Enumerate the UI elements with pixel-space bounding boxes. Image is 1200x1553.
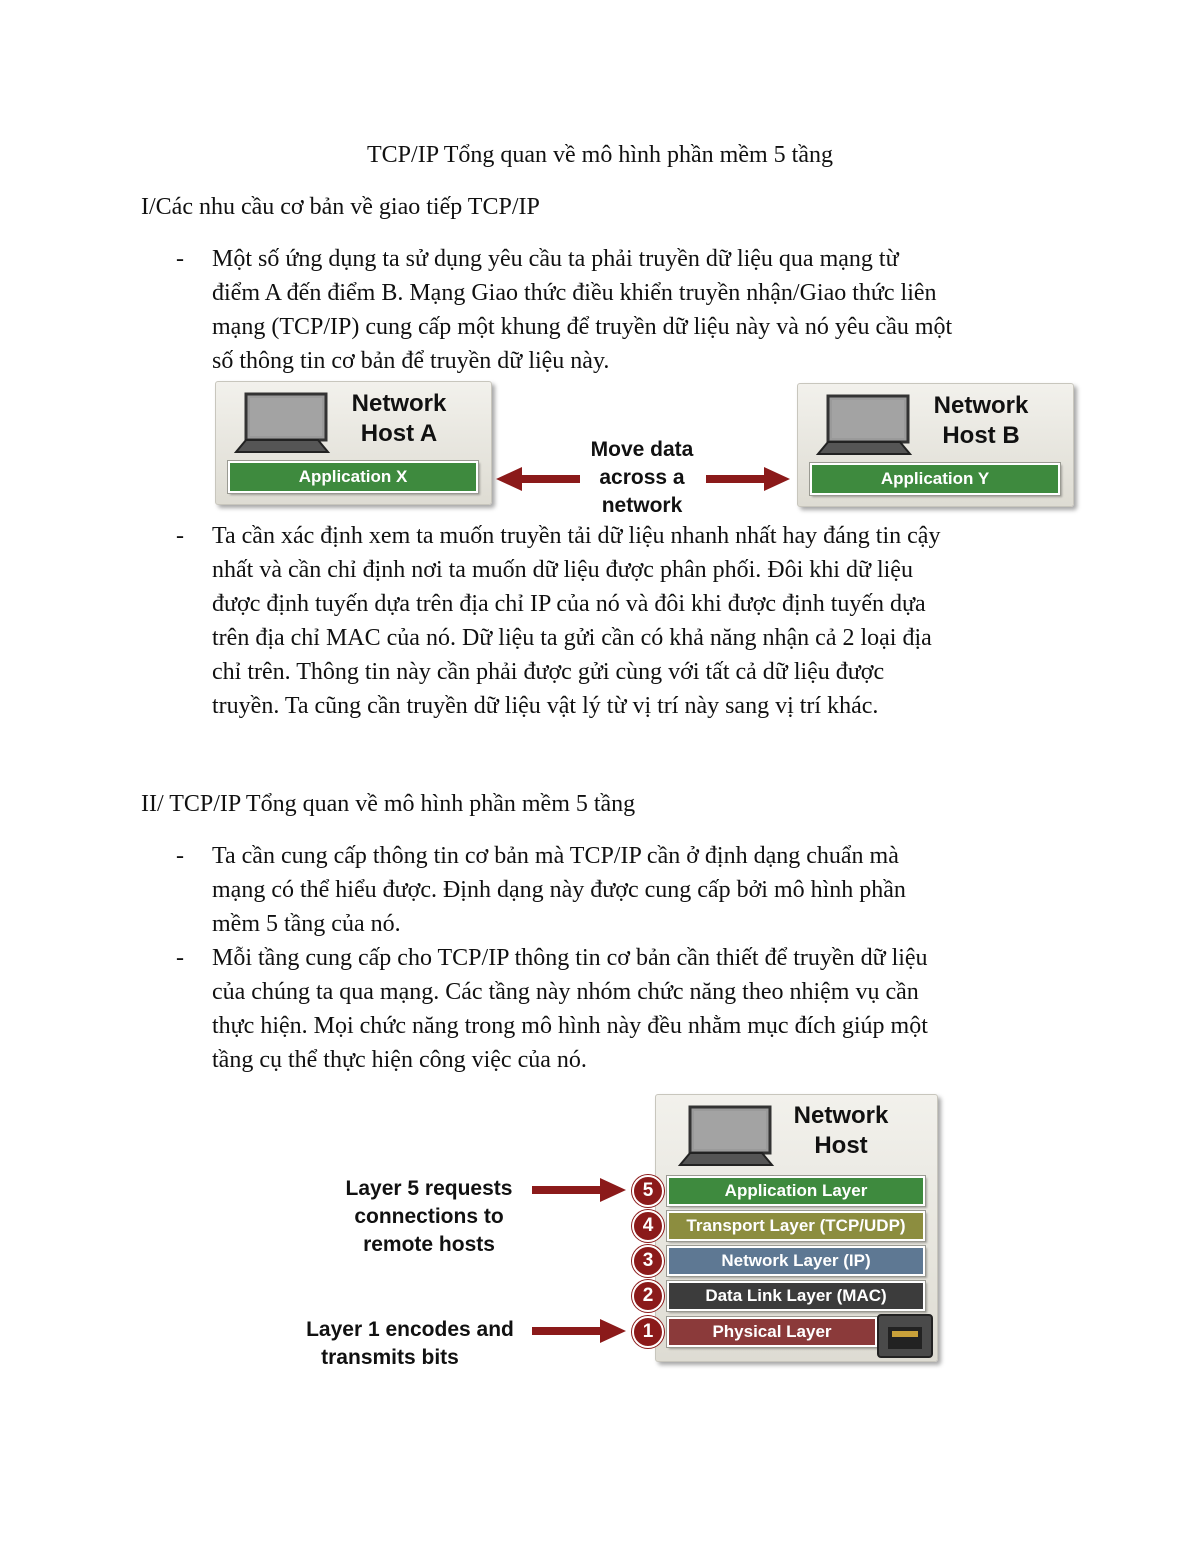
section1-heading: I/Các nhu cầu cơ bản về giao tiếp TCP/IP [141,194,540,220]
section2-heading: II/ TCP/IP Tổng quan về mô hình phần mềm 5 tầng [141,791,636,817]
layer1-callout: Layer 1 encodes and transmits bits [306,1318,514,1369]
text-line: Một số ứng dụng ta sử dụng yêu cầu ta phải truyền dữ liệu qua mạng từ [212,246,899,272]
move-data-label: Move data across a network [590,438,694,517]
bullet-marker: - [176,945,184,971]
physical-layer-bar: Physical Layer [667,1317,877,1347]
text-line: truyền. Ta cũng cần truyền dữ liệu vật lý từ vị trí này sang vị trí khác. [212,693,879,719]
text-line: mềm 5 tầng của nó. [212,911,401,937]
section1-bullet2 [176,519,1076,723]
text-line: của chúng ta qua mạng. Các tầng này nhóm chức năng theo nhiệm vụ cần [212,979,919,1005]
arrow-right-icon [530,1317,628,1345]
application-y-bar: Application Y [810,463,1060,495]
section2-bullet1 [176,839,1076,941]
transport-layer-bar: Transport Layer (TCP/UDP) [667,1211,925,1241]
text-line: mạng (TCP/IP) cung cấp một khung để truyền dữ liệu này và nó yêu cầu một [212,314,953,340]
text-line: được định tuyến dựa trên địa chỉ IP của nó và đôi khi được định tuyến dựa [212,591,926,617]
laptop-icon [676,1105,776,1167]
bullet-marker: - [176,843,184,869]
text-line: điểm A đến điểm B. Mạng Giao thức điều khiển truyền nhận/Giao thức liên [212,280,937,306]
left-arrow-icon [496,467,580,491]
text-line: trên địa chỉ MAC của nó. Dữ liệu ta gửi cần có khả năng nhận cả 2 loại địa [212,625,932,651]
host-a-label: Network Host A [351,390,447,447]
layer-number-badge: 3 [632,1245,664,1277]
text-line: tầng cụ thể thực hiện công việc của nó. [212,1047,587,1073]
layer-number-badge: 1 [632,1316,664,1348]
text-line: chỉ trên. Thông tin này cần phải được gửi cùng với tất cả dữ liệu được [212,659,885,685]
section1-bullet1 [176,242,1076,378]
document-title: TCP/IP Tổng quan về mô hình phần mềm 5 tầng [367,142,833,168]
text-line: số thông tin cơ bản để truyền dữ liệu này. [212,348,610,374]
network-host-label: Network Host [793,1102,889,1159]
layer-number-badge: 5 [632,1175,664,1207]
application-layer-bar: Application Layer [667,1176,925,1206]
laptop-icon [814,394,914,456]
host-a-box [215,381,492,505]
section2-bullet2 [176,941,1076,1077]
network-layer-bar: Network Layer (IP) [667,1246,925,1276]
text-line: thực hiện. Mọi chức năng trong mô hình này đều nhằm mục đích giúp một [212,1013,928,1039]
right-arrow-icon [706,467,790,491]
application-x-bar: Application X [228,461,478,493]
bullet-marker: - [176,523,184,549]
host-b-box [797,383,1074,507]
data-link-layer-bar: Data Link Layer (MAC) [667,1281,925,1311]
arrow-right-icon [530,1176,628,1204]
layer-number-badge: 4 [632,1210,664,1242]
layer-number-badge: 2 [632,1280,664,1312]
text-line: Mỗi tầng cung cấp cho TCP/IP thông tin cơ bản cần thiết để truyền dữ liệu [212,945,928,971]
text-line: Ta cần xác định xem ta muốn truyền tải dữ liệu nhanh nhất hay đáng tin cậy [212,523,941,549]
laptop-icon [232,392,332,454]
ethernet-port-icon [876,1313,936,1361]
layer5-callout: Layer 5 requests connections to remote hosts [345,1177,513,1256]
bullet-marker: - [176,246,184,272]
text-line: Ta cần cung cấp thông tin cơ bản mà TCP/IP cần ở định dạng chuẩn mà [212,843,899,869]
text-line: mạng có thể hiểu được. Định dạng này được cung cấp bởi mô hình phần [212,877,906,903]
text-line: nhất và cần chỉ định nơi ta muốn dữ liệu được phân phối. Đôi khi dữ liệu [212,557,913,583]
host-b-label: Network Host B [933,392,1029,449]
